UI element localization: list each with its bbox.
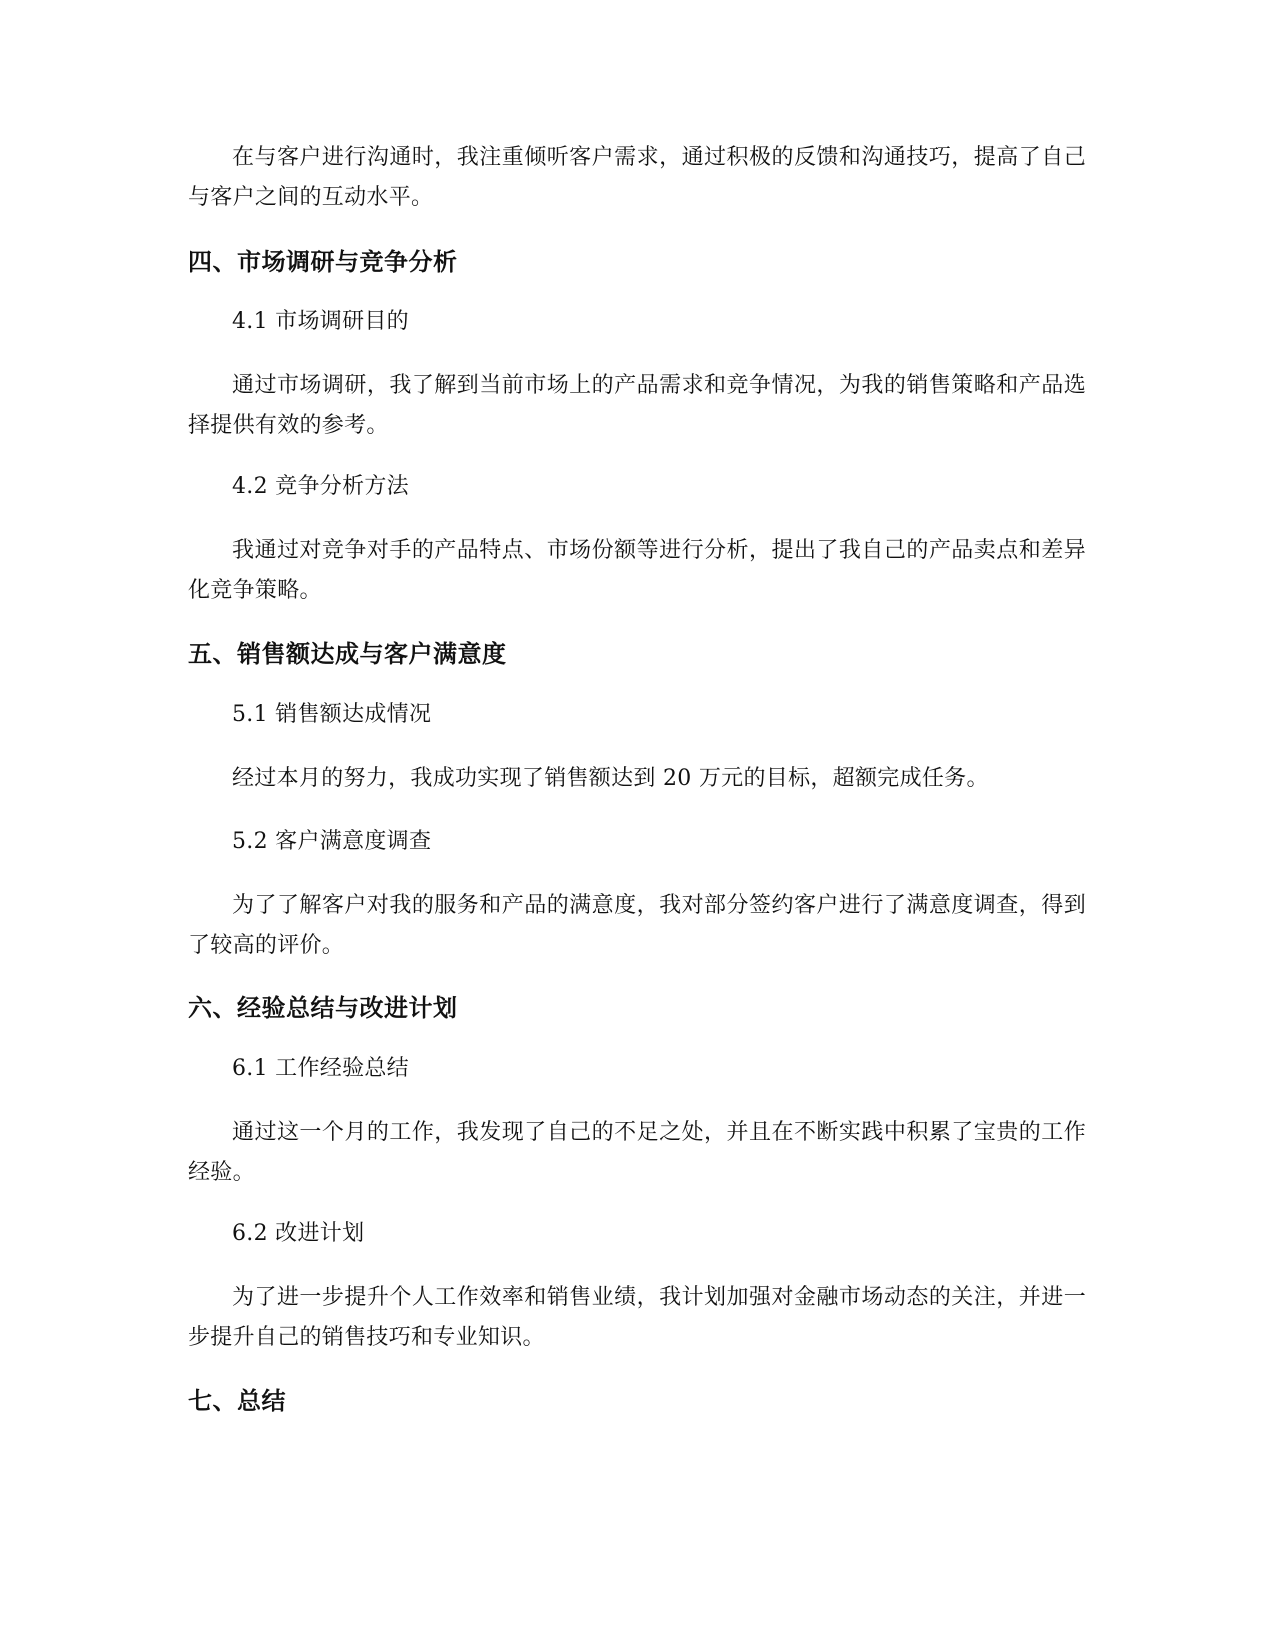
section-heading-6: 六、经验总结与改进计划 xyxy=(188,994,458,1022)
subsection-title-4-2: 4.2 竞争分析方法 xyxy=(232,474,409,499)
subsection-title-5-2: 5.2 客户满意度调查 xyxy=(232,829,432,854)
subsection-body-6-2: 为了进一步提升个人工作效率和销售业绩，我计划加强对金融市场动态的关注，并进一步提升自己的销售技巧和专业知识。 xyxy=(188,1285,1086,1350)
intro-paragraph: 在与客户进行沟通时，我注重倾听客户需求，通过积极的反馈和沟通技巧，提高了自己与客户之间的互动水平。 xyxy=(188,145,1086,210)
subsection-title-4-1: 4.1 市场调研目的 xyxy=(232,309,409,334)
subsection-body-4-2: 我通过对竞争对手的产品特点、市场份额等进行分析，提出了我自己的产品卖点和差异化竞争策略。 xyxy=(188,538,1086,603)
subsection-body-5-2: 为了了解客户对我的服务和产品的满意度，我对部分签约客户进行了满意度调查，得到了较高的评价。 xyxy=(188,893,1086,958)
subsection-body-5-1: 经过本月的努力，我成功实现了销售额达到 20 万元的目标，超额完成任务。 xyxy=(232,766,989,791)
section-heading-7: 七、总结 xyxy=(188,1387,286,1415)
subsection-body-6-1: 通过这一个月的工作，我发现了自己的不足之处，并且在不断实践中积累了宝贵的工作经验。 xyxy=(188,1120,1086,1185)
subsection-title-6-2: 6.2 改进计划 xyxy=(232,1221,365,1246)
section-heading-5: 五、销售额达成与客户满意度 xyxy=(188,640,507,668)
section-heading-4: 四、市场调研与竞争分析 xyxy=(188,248,458,276)
subsection-title-6-1: 6.1 工作经验总结 xyxy=(232,1056,409,1081)
subsection-title-5-1: 5.1 销售额达成情况 xyxy=(232,702,432,727)
subsection-body-4-1: 通过市场调研，我了解到当前市场上的产品需求和竞争情况，为我的销售策略和产品选择提供有效的参考。 xyxy=(188,373,1086,438)
